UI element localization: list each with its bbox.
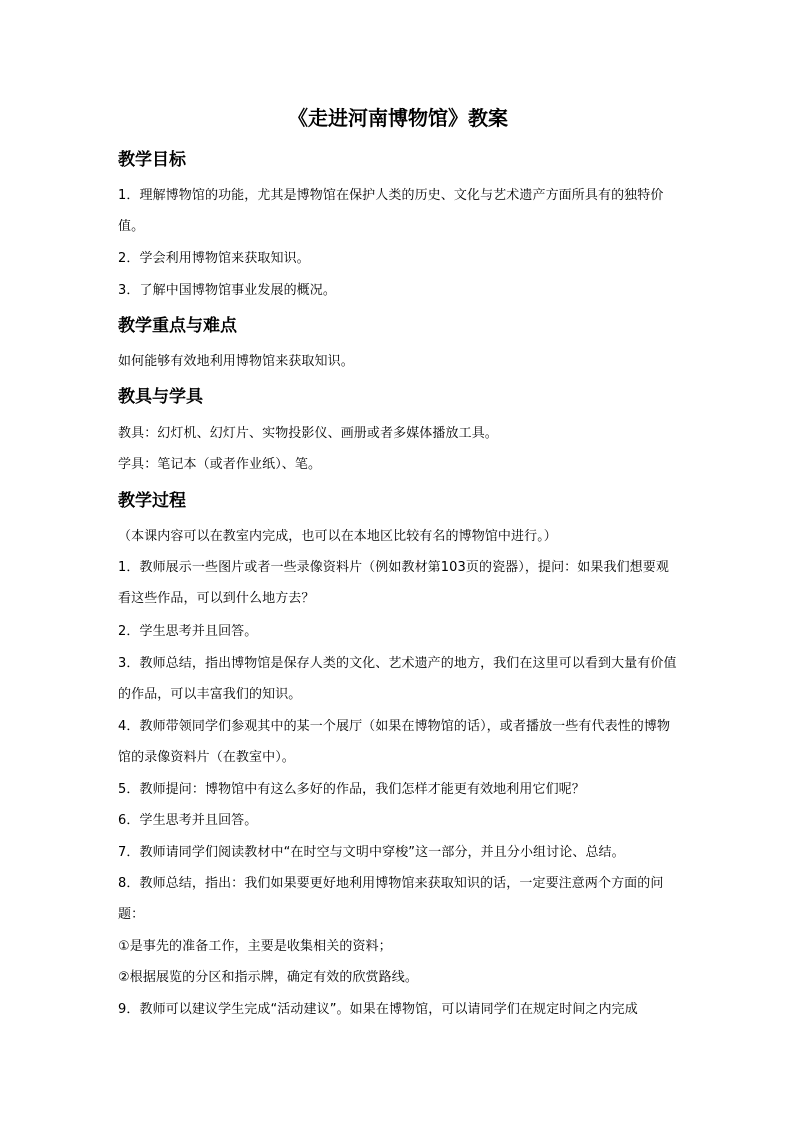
goal-item-2: 2．学会利用博物馆来获取知识。 <box>118 251 310 266</box>
tools-student: 学具：笔记本（或者作业纸）、笔。 <box>118 457 322 472</box>
goal-item-3: 3．了解中国博物馆事业发展的概况。 <box>118 283 336 298</box>
section-heading-goals: 教学目标 <box>118 150 186 170</box>
process-step-7: 7．教师请同学们阅读教材中“在时空与文明中穿梭”这一部分，并且分小组讨论、总结。 <box>118 845 625 860</box>
tools-teacher: 教具：幻灯机、幻灯片、实物投影仪、画册或者多媒体播放工具。 <box>118 426 498 441</box>
process-step-5: 5．教师提问：博物馆中有这么多好的作品，我们怎样才能更有效地利用它们呢？ <box>118 782 585 797</box>
process-step-6: 6．学生思考并且回答。 <box>118 813 258 828</box>
process-step-3: 3．教师总结，指出博物馆是保存人类的文化、艺术遗产的地方，我们在这里可以看到大量有价值的作品，可以丰富我们的知识。 <box>118 656 677 702</box>
process-step-9: 9．教师可以建议学生完成“活动建议”。如果在博物馆，可以请同学们在规定时间之内完成 <box>118 1002 638 1017</box>
process-note: （本课内容可以在教室内完成，也可以在本地区比较有名的博物馆中进行。） <box>118 529 557 544</box>
section-heading-process: 教学过程 <box>118 491 186 511</box>
document-title: 《走进河南博物馆》教案 <box>288 106 508 130</box>
process-step-4: 4．教师带领同学们参观其中的某一个展厅（如果在博物馆的话），或者播放一些有代表性的博物馆的录像资料片（在教室中）。 <box>118 719 671 765</box>
section-heading-key-points: 教学重点与难点 <box>118 316 237 336</box>
process-step-8: 8．教师总结，指出：我们如果要更好地利用博物馆来获取知识的话，一定要注意两个方面的问题： <box>118 876 664 922</box>
process-step-2: 2．学生思考并且回答。 <box>118 624 258 639</box>
process-step-1: 1．教师展示一些图片或者一些录像资料片（例如教材第103页的瓷器），提问：如果我们想要观看这些作品，可以到什么地方去？ <box>118 560 669 606</box>
goal-item-1: 1．理解博物馆的功能，尤其是博物馆在保护人类的历史、文化与艺术遗产方面所具有的独特价值。 <box>118 188 664 234</box>
process-step-8-point-2: ②根据展览的分区和指示牌，确定有效的欣赏路线。 <box>118 970 418 985</box>
process-step-8-point-1: ①是事先的准备工作，主要是收集相关的资料； <box>118 939 392 954</box>
section-heading-tools: 教具与学具 <box>118 387 203 407</box>
key-points-text: 如何能够有效地利用博物馆来获取知识。 <box>118 354 354 369</box>
